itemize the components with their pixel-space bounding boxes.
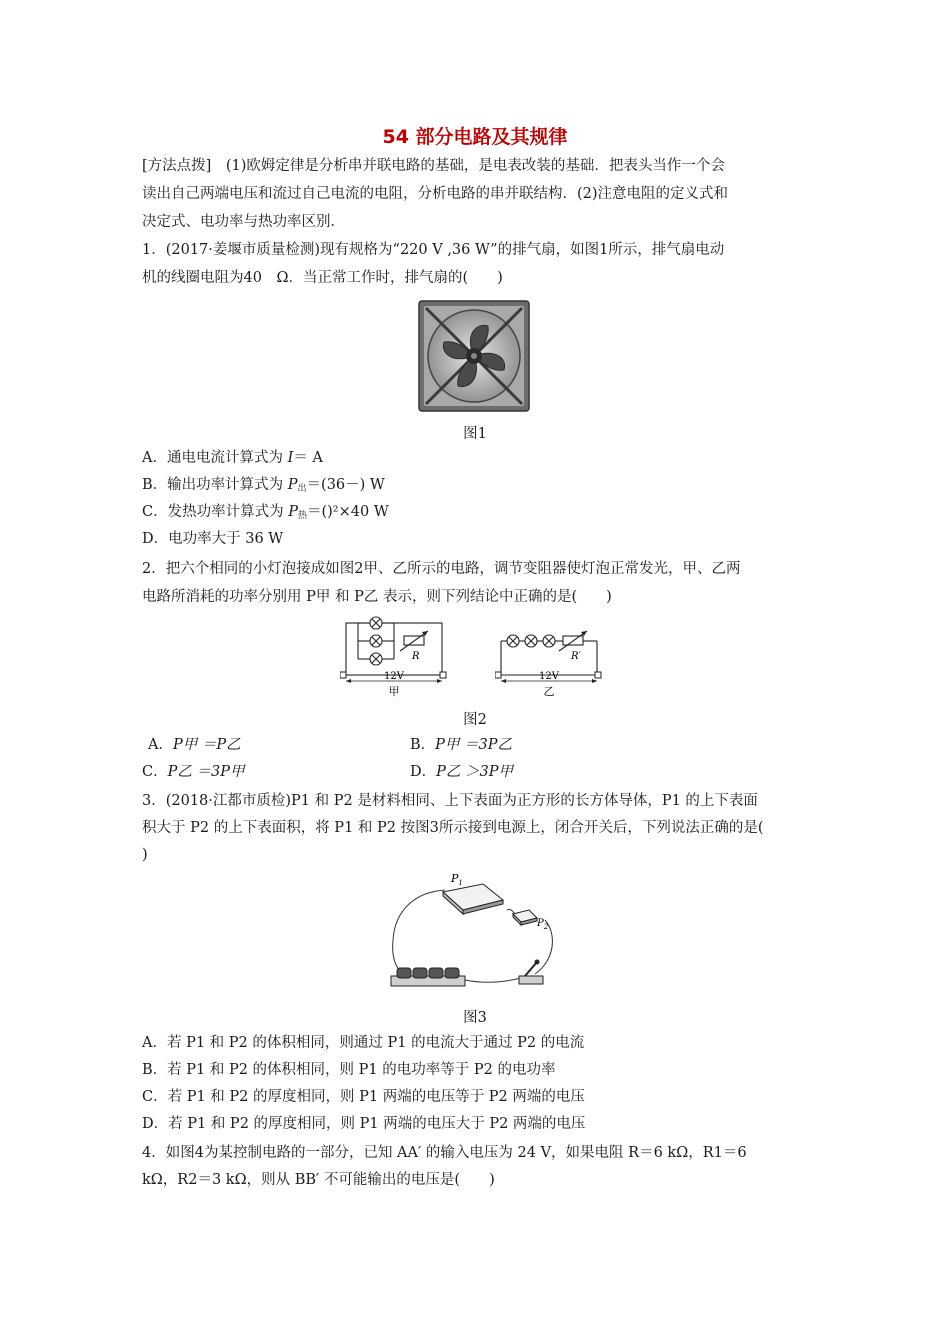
q2-option-a: A．P甲 ＝P乙 bbox=[148, 737, 241, 753]
q1-stem-line-1: 1．(2017·姜堰市质量检测)现有规格为“220 V ,36 W”的排气扇，如图1所示，排气扇电动 bbox=[142, 242, 725, 258]
q3-stem-line-3: ) bbox=[142, 847, 148, 863]
q1-option-a: A．通电电流计算式为 I＝ A bbox=[142, 450, 323, 466]
q3-option-c: C．若 P1 和 P2 的厚度相同，则 P1 两端的电压等于 P2 两端的电压 bbox=[142, 1089, 585, 1105]
figure-3-caption: 图3 bbox=[463, 1010, 487, 1026]
resistor-r-prime-label: R′ bbox=[571, 651, 581, 662]
q2-option-c: C．P乙 ＝3P甲 bbox=[142, 764, 245, 780]
circuit-yi-figure bbox=[495, 615, 605, 700]
q2-option-b: B．P甲 ＝3P乙 bbox=[410, 737, 513, 753]
figure-2-caption: 图2 bbox=[463, 712, 487, 728]
circuit-yi-voltage: 12V bbox=[539, 671, 559, 682]
resistor-r-label: R bbox=[412, 651, 420, 662]
q2-stem-line-2: 电路所消耗的功率分别用 P甲 和 P乙 表示，则下列结论中正确的是( ) bbox=[142, 589, 612, 605]
q1-stem-line-2: 机的线圈电阻为40 Ω．当正常工作时，排气扇的( ) bbox=[142, 270, 503, 286]
circuit-jia-name: 甲 bbox=[388, 685, 400, 698]
conductor-circuit-figure bbox=[385, 870, 565, 995]
q1-option-b: B．输出功率计算式为 $P_出=(36-)$ W bbox=[142, 477, 385, 494]
q2-option-d: D．P乙 ＞3P甲 bbox=[410, 764, 513, 780]
figure-1-caption: 图1 bbox=[463, 426, 487, 442]
q3-stem-line-1: 3．(2018·江都市质检)P1 和 P2 是材料相同、上下表面为正方形的长方体导体，P1 的上下表面 bbox=[142, 793, 758, 809]
q3-option-b: B．若 P1 和 P2 的体积相同，则 P1 的电功率等于 P2 的电功率 bbox=[142, 1062, 556, 1078]
q1-option-d: D．电功率大于 36 W bbox=[142, 531, 284, 547]
p2-label: $P_2$ bbox=[537, 918, 549, 931]
circuit-yi-name: 乙 bbox=[543, 685, 555, 698]
q1-option-c: C．发热功率计算式为 $P_热=()^2\times 40$ W bbox=[142, 504, 389, 521]
q4-stem-line-1: 4．如图4为某控制电路的一部分，已知 AA′ 的输入电压为 24 V，如果电阻 R＝6 kΩ，R1＝6 bbox=[142, 1145, 747, 1161]
q3-option-d: D．若 P1 和 P2 的厚度相同，则 P1 两端的电压大于 P2 两端的电压 bbox=[142, 1116, 586, 1132]
q4-stem-line-2: kΩ，R2＝3 kΩ，则从 BB′ 不可能输出的电压是( ) bbox=[142, 1172, 495, 1188]
intro-line-1: [方法点拨] (1)欧姆定律是分析串并联电路的基础，是电表改装的基础．把表头当作一个会 bbox=[142, 158, 725, 174]
q3-stem-line-2: 积大于 P2 的上下表面积，将 P1 和 P2 按图3所示接到电源上，闭合开关后，下列说法正确的是( bbox=[142, 820, 764, 836]
page-title: 54 部分电路及其规律 bbox=[382, 126, 568, 148]
intro-line-2: 读出自己两端电压和流过自己电流的电阻，分析电路的串并联结构．(2)注意电阻的定义式和 bbox=[142, 186, 729, 202]
p1-label: $P_1$ bbox=[451, 872, 463, 887]
q2-stem-line-1: 2．把六个相同的小灯泡接成如图2甲、乙所示的电路，调节变阻器使灯泡正常发光，甲、乙两 bbox=[142, 561, 741, 577]
exhaust-fan-figure bbox=[418, 300, 530, 412]
circuit-jia-figure bbox=[340, 615, 450, 700]
intro-line-3: 决定式、电功率与热功率区别． bbox=[142, 214, 345, 230]
circuit-jia-voltage: 12V bbox=[384, 671, 404, 682]
q3-option-a: A．若 P1 和 P2 的体积相同，则通过 P1 的电流大于通过 P2 的电流 bbox=[142, 1035, 585, 1051]
